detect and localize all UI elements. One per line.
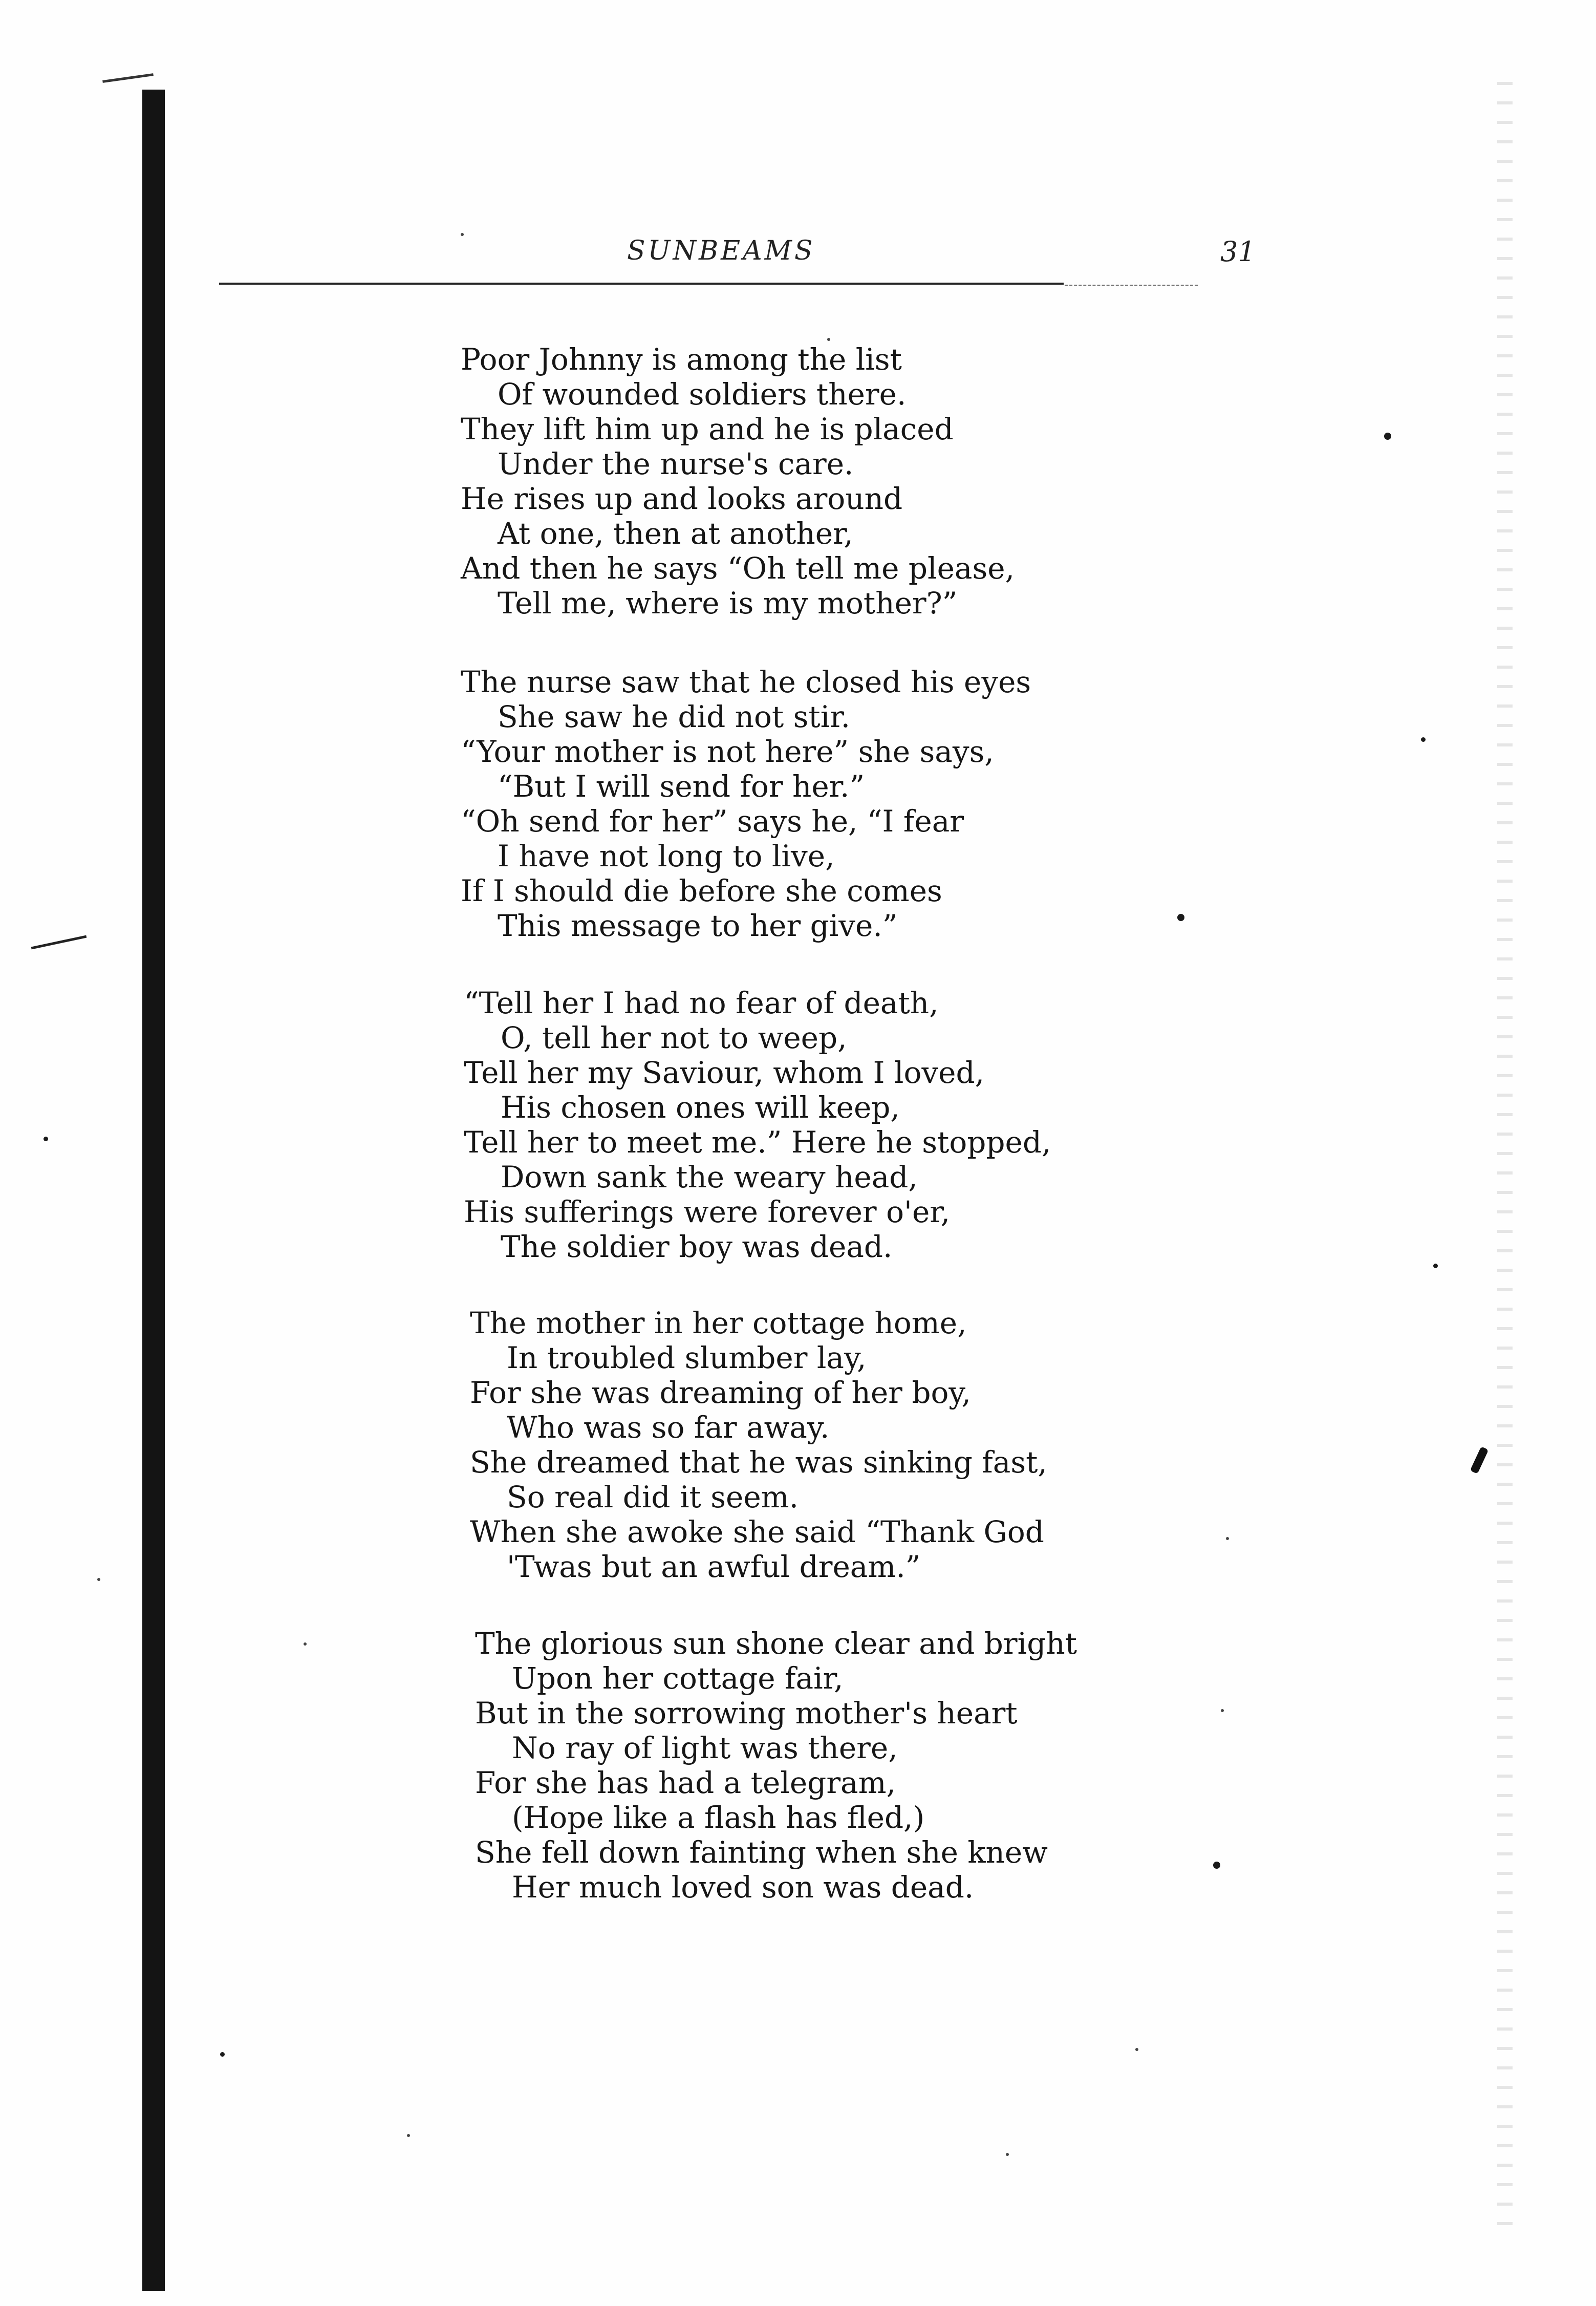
poem-line: At one, then at another, [498, 516, 853, 551]
header-rule [219, 283, 1064, 285]
ink-speck [1421, 737, 1426, 742]
ink-speck [1221, 1709, 1224, 1712]
poem-line: And then he says “Oh tell me please, [461, 551, 1015, 586]
stanza-4 [470, 1306, 1047, 1584]
poem-line: The soldier boy was dead. [501, 1229, 893, 1264]
page-number: 31 [1220, 236, 1256, 268]
ink-speck [1213, 1862, 1220, 1869]
ink-speck [461, 233, 464, 236]
poem-line: Under the nurse's care. [498, 446, 854, 481]
poem-line: The glorious sun shone clear and bright [475, 1626, 1077, 1661]
ink-speck [220, 2052, 225, 2057]
ink-speck [97, 1578, 100, 1581]
poem-line: Down sank the weary head, [501, 1160, 918, 1194]
margin-pen-stroke [31, 935, 87, 950]
poem-line: He rises up and looks around [461, 481, 903, 516]
poem-line: His sufferings were forever o'er, [464, 1194, 951, 1229]
poem-line: For she has had a telegram, [475, 1765, 896, 1800]
poem-line: They lift him up and he is placed [461, 412, 954, 446]
ink-speck [1177, 914, 1184, 921]
poem-line: 'Twas but an awful dream.” [507, 1549, 921, 1584]
ink-speck [304, 1642, 307, 1646]
poem-line: “But I will send for her.” [498, 769, 865, 804]
ink-speck [1384, 433, 1391, 440]
poem-line: Tell me, where is my mother?” [498, 586, 958, 621]
poem-line: His chosen ones will keep, [501, 1090, 900, 1125]
poem-line: (Hope like a flash has fled,) [512, 1800, 925, 1835]
poem-line: O, tell her not to weep, [501, 1020, 847, 1055]
poem-line: She dreamed that he was sinking fast, [470, 1445, 1047, 1480]
stanza-2 [461, 665, 1031, 943]
poem-line: I have not long to live, [498, 839, 835, 873]
poem-line: So real did it seem. [507, 1480, 799, 1514]
ink-speck [1433, 1264, 1438, 1268]
poem-line: When she awoke she said “Thank God [470, 1514, 1044, 1549]
ink-speck [44, 1137, 48, 1141]
poem-line: “Oh send for her” says he, “I fear [461, 804, 964, 839]
ink-speck [827, 338, 830, 341]
poem-line: Of wounded soldiers there. [498, 377, 907, 412]
poem-line: The mother in her cottage home, [470, 1306, 967, 1340]
page-binding-edge [142, 90, 165, 2291]
poem-line: “Tell her I had no fear of death, [464, 986, 939, 1020]
poem-line: Her much loved son was dead. [512, 1870, 974, 1905]
poem-line: “Your mother is not here” she says, [461, 734, 994, 769]
poem-line: But in the sorrowing mother's heart [475, 1696, 1018, 1731]
ink-speck [1135, 2048, 1138, 2051]
binding-mark [102, 73, 154, 83]
poem-line: She fell down fainting when she knew [475, 1835, 1048, 1870]
header-rule-tail [1065, 285, 1198, 286]
poem-line: For she was dreaming of her boy, [470, 1375, 971, 1410]
ink-speck [1226, 1537, 1229, 1540]
stanza-1 [461, 342, 1015, 621]
poem-line: Tell her my Saviour, whom I loved, [464, 1055, 985, 1090]
poem-line: If I should die before she comes [461, 873, 942, 908]
poem-line: This message to her give.” [498, 908, 898, 943]
right-edge-scan-noise [1497, 82, 1513, 2232]
ink-speck [407, 2134, 410, 2137]
stanza-3 [464, 986, 1051, 1264]
ink-speck [1006, 2153, 1009, 2156]
ink-blot [1470, 1446, 1489, 1474]
poem-line: She saw he did not stir. [498, 699, 851, 734]
poem-line: Upon her cottage fair, [512, 1661, 844, 1696]
poem-line: Who was so far away. [507, 1410, 830, 1445]
poem-line: In troubled slumber lay, [507, 1340, 867, 1375]
poem-line: Tell her to meet me.” Here he stopped, [464, 1125, 1051, 1160]
poem-line: The nurse saw that he closed his eyes [461, 665, 1031, 699]
stanza-5 [475, 1626, 1077, 1905]
poem-line: No ray of light was there, [512, 1731, 898, 1765]
poem-line: Poor Johnny is among the list [461, 342, 902, 377]
running-head: SUNBEAMS [627, 236, 815, 266]
